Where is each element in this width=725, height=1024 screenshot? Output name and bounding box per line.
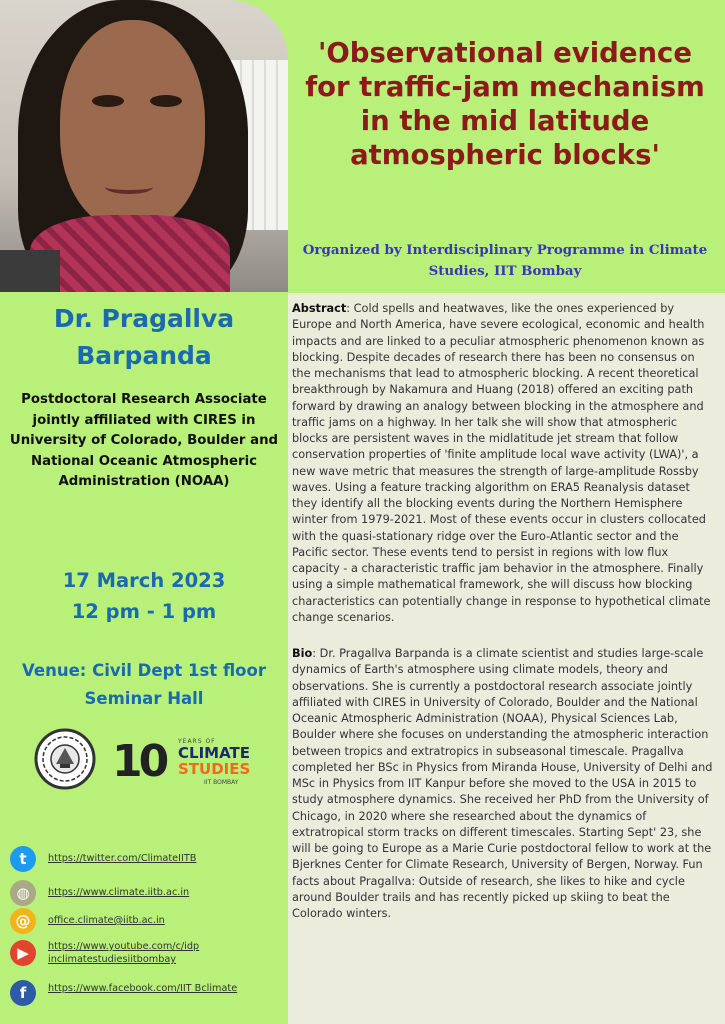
- contact-facebook[interactable]: [10, 980, 280, 1010]
- facebook-icon: f: [10, 980, 36, 1006]
- photo-scarf: [30, 215, 230, 292]
- youtube-icon: ▶: [10, 940, 36, 966]
- abstract-text: : Cold spells and heatwaves, like the ones experienced by Europe and North America, have severe ecological, economic and health impacts and are linked to a peculiar atmospheric phenomenon known as blocking. Despite decades of research there has been no consensus on the mechanisms that lead to atmospheric blocking. A recent theoretical breakthrough by Nakamura and Huang (2018) offered an exciting path forward by drawing an analogy between blocking in the atmosphere and traffic jams on a highway. In her talk she will show that atmospheric blocks are persistent waves in the midlatitude jet stream that follow conservation properties of 'finite amplitude local wave activity (LWA)', a new wave metric that measures the strength of large-amplitude Rossby waves. Using a feature tracking algorithm on ERA5 Reanalysis dataset they identify all the blocking events during the Northern Hemisphere winter from 1979-2021. Most of these events occur in clusters collocated with the quasi-stationary ridge over the Euro-Atlantic sector and the Pacific sector. These events tend to persist in regions with low flux capacity - a characteristic traffic jam behavior in the atmosphere. Finally using a simple mathematical framework, she will discuss how blocking characteristics can potentially change in response to hypothetical climate change scenarios.: [292, 302, 711, 624]
- event-venue: Venue: Civil Dept 1st floor Seminar Hall: [22, 661, 266, 708]
- speaker-name: Dr. Pragallva Barpanda: [53, 304, 235, 370]
- logo-years: YEARS OF: [178, 738, 216, 745]
- iitb-logo-icon: [34, 728, 96, 790]
- twitter-icon: t: [10, 846, 36, 872]
- photo-eye-right: [150, 95, 182, 107]
- globe-icon: ◍: [10, 880, 36, 906]
- contact-website[interactable]: [10, 880, 280, 910]
- event-date: 17 March 2023: [62, 569, 226, 592]
- climate-studies-logo: [112, 734, 262, 790]
- email-link[interactable]: office.climate@iitb.ac.in: [48, 915, 165, 926]
- photo-face: [60, 20, 205, 230]
- photo-eye-left: [92, 95, 124, 107]
- twitter-link[interactable]: https://twitter.com/ClimateIITB: [48, 853, 197, 864]
- contact-email[interactable]: [10, 908, 280, 938]
- logo-climate: CLIMATE: [178, 744, 250, 762]
- bio-text: : Dr. Pragallva Barpanda is a climate scientist and studies large-scale dynamics of Earth's atmosphere using climate models, theory and observations. She is currently a postdoctoral research associate jointly affiliated with CIRES in University of Colorado, Boulder and the National Oceanic Atmospheric Administration (NOAA), Physical Sciences Lab, Boulder where she focuses on understanding the atmospheric interaction between tropics and extratropics in subseasonal timescale. Pragallva completed her BSc in Physics from Miranda House, University of Delhi and MSc in Physics from IIT Kanpur before she moved to the USA in 2015 to study atmosphere dynamics. She received her PhD from the University of Chicago, in 2020 where she researched about the dynamics of extratropical storm tracks on different timescales. Starting Sept' 23, she will be going to Europe as a Marie Curie postdoctoral fellow to work at the Bjerknes Center for Climate Research, University of Bergen, Norway. Fun facts about Pragallva: Outside of research, she likes to hike and cycle around Boulder trails and has recently picked up skiing to beat the Colorado winters.: [292, 647, 713, 920]
- abstract-paragraph: [292, 301, 715, 626]
- logo-studies: STUDIES: [178, 760, 251, 778]
- bio-label: Bio: [292, 647, 313, 660]
- logo-iitb: IIT BOMBAY: [204, 779, 239, 786]
- photo-shirt: [0, 250, 60, 292]
- youtube-link[interactable]: https://www.youtube.com/c/idp inclimatestudiesiitbombay: [48, 941, 200, 965]
- abstract-panel: [288, 293, 725, 1024]
- logo-ten: 10: [112, 736, 166, 787]
- speaker-role: Postdoctoral Research Associate jointly affiliated with CIRES in University of Colorado, Boulder and National Oceanic Atmospheric Administration (NOAA): [9, 392, 279, 489]
- bio-paragraph: [292, 646, 715, 922]
- event-datetime: [0, 565, 288, 627]
- website-link[interactable]: https://www.climate.iitb.ac.in: [48, 887, 190, 898]
- contact-twitter[interactable]: [10, 846, 280, 876]
- talk-title: 'Observational evidence for traffic-jam mechanism in the mid latitude atmospheric blocks': [305, 37, 705, 171]
- facebook-link[interactable]: https://www.facebook.com/IIT Bclimate: [48, 983, 238, 994]
- abstract-label: Abstract: [292, 302, 347, 315]
- organized-by: Organized by Interdisciplinary Programme in Climate Studies, IIT Bombay: [302, 242, 708, 279]
- speaker-photo: [0, 0, 288, 292]
- email-icon: @: [10, 908, 36, 934]
- photo-mouth: [105, 180, 153, 194]
- event-time: 12 pm - 1 pm: [71, 600, 217, 623]
- contact-youtube[interactable]: [10, 940, 280, 970]
